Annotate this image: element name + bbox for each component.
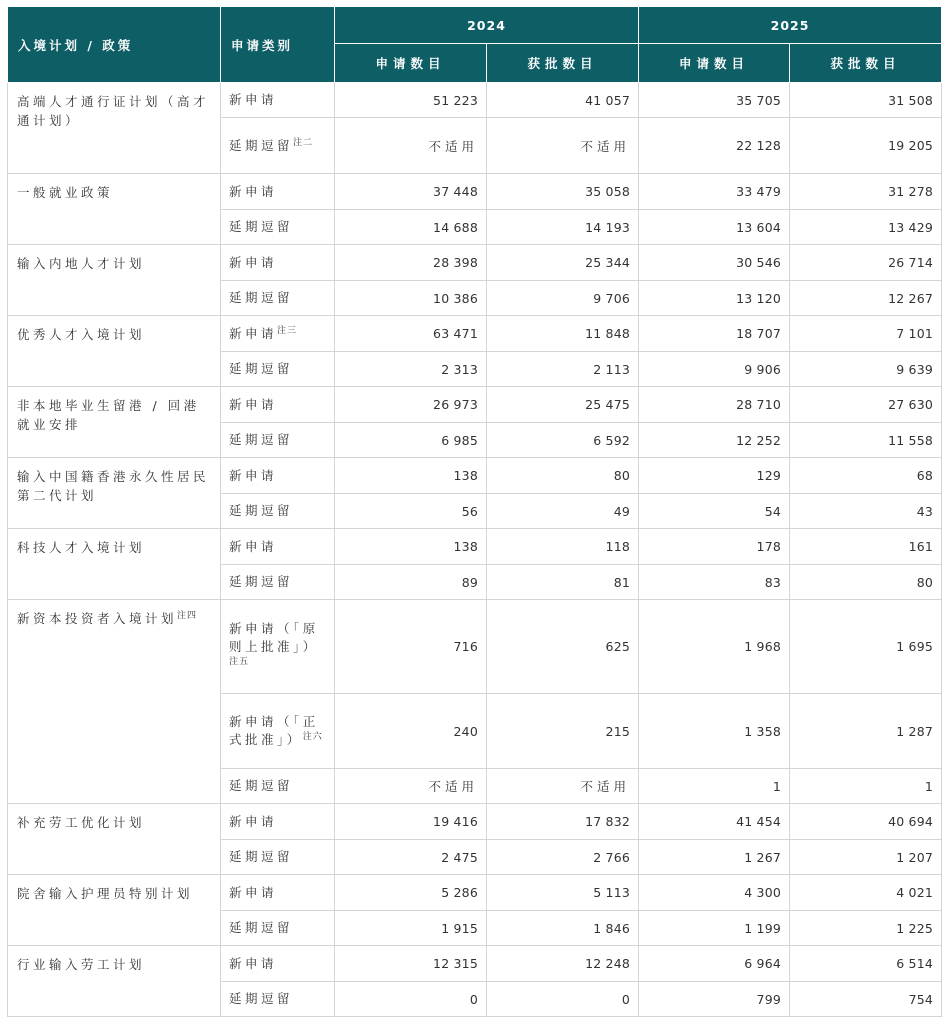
table-row — [8, 83, 942, 118]
approvals-2024-cell: 625 — [487, 600, 639, 694]
applications-2024-cell: 12 315 — [335, 946, 487, 982]
category-label: 新申请（「正式批准」） — [229, 714, 319, 747]
applications-2024-cell: 14 688 — [335, 210, 487, 245]
category-cell — [221, 387, 335, 423]
scheme-name-cell — [8, 83, 221, 174]
applications-2025-cell: 54 — [639, 494, 790, 529]
category-cell — [221, 458, 335, 494]
applications-2024-cell: 5 286 — [335, 875, 487, 911]
approvals-2024-cell: 9 706 — [487, 281, 639, 316]
scheme-name: 输入中国籍香港永久性居民第二代计划 — [17, 469, 210, 503]
applications-2024-cell: 2 313 — [335, 352, 487, 387]
table-header — [8, 7, 942, 83]
category-cell — [221, 210, 335, 245]
approvals-2025-cell: 13 429 — [790, 210, 942, 245]
approvals-header-2024: 获批数目 — [487, 44, 639, 83]
applications-2024-cell: 240 — [335, 694, 487, 769]
approvals-2025-cell: 4 021 — [790, 875, 942, 911]
year-header-2025: 2025 — [639, 7, 942, 44]
approvals-2025-cell: 1 225 — [790, 911, 942, 946]
category-label: 新申请 — [229, 538, 278, 554]
scheme-name: 新资本投资者入境计划 — [17, 611, 178, 626]
category-cell — [221, 804, 335, 840]
applications-2025-cell: 35 705 — [639, 83, 790, 118]
scheme-name-cell — [8, 316, 221, 387]
applications-header-2025: 申请数目 — [639, 44, 790, 83]
applications-2025-cell: 30 546 — [639, 245, 790, 281]
approvals-2025-cell: 43 — [790, 494, 942, 529]
table-row — [8, 316, 942, 352]
scheme-name-cell — [8, 600, 221, 804]
approvals-2024-cell: 118 — [487, 529, 639, 565]
table-row — [8, 387, 942, 423]
applications-2025-cell: 13 120 — [639, 281, 790, 316]
category-label: 延期逗留 — [229, 361, 294, 376]
category-label: 新申请 — [229, 183, 278, 199]
approvals-2025-cell: 9 639 — [790, 352, 942, 387]
applications-2025-cell: 22 128 — [639, 118, 790, 174]
scheme-name-cell — [8, 245, 221, 316]
scheme-name: 一般就业政策 — [17, 185, 114, 200]
scheme-name-cell — [8, 387, 221, 458]
table-body — [8, 83, 942, 1017]
scheme-name-cell — [8, 174, 221, 245]
category-label: 新申请 — [229, 813, 278, 829]
approvals-2025-cell: 27 630 — [790, 387, 942, 423]
category-cell — [221, 840, 335, 875]
table-row — [8, 174, 942, 210]
category-cell — [221, 911, 335, 946]
approvals-2025-cell: 26 714 — [790, 245, 942, 281]
applications-2024-cell: 63 471 — [335, 316, 487, 352]
applications-2024-cell: 26 973 — [335, 387, 487, 423]
category-cell — [221, 982, 335, 1017]
applications-header-2024: 申请数目 — [335, 44, 487, 83]
applications-2025-cell: 13 604 — [639, 210, 790, 245]
category-label: 新申请 — [229, 254, 278, 270]
scheme-name-cell — [8, 529, 221, 600]
category-cell — [221, 423, 335, 458]
approvals-2024-cell: 35 058 — [487, 174, 639, 210]
table-row — [8, 804, 942, 840]
applications-2025-cell: 1 267 — [639, 840, 790, 875]
table-row — [8, 245, 942, 281]
approvals-2024-cell: 11 848 — [487, 316, 639, 352]
table-row — [8, 600, 942, 694]
table-row — [8, 458, 942, 494]
approvals-2025-cell: 12 267 — [790, 281, 942, 316]
applications-2025-cell: 1 — [639, 769, 790, 804]
category-cell — [221, 769, 335, 804]
category-label: 新申请 — [229, 884, 278, 900]
category-label: 新申请 — [229, 955, 278, 971]
footnote-marker: 注四 — [177, 610, 198, 621]
category-label: 延期逗留 — [229, 432, 294, 447]
category-cell — [221, 565, 335, 600]
approvals-2024-cell: 0 — [487, 982, 639, 1017]
category-label: 新申请 — [229, 467, 278, 483]
scheme-name: 补充劳工优化计划 — [17, 815, 146, 830]
approvals-2025-cell: 6 514 — [790, 946, 942, 982]
approvals-2024-cell: 17 832 — [487, 804, 639, 840]
applications-2024-cell: 不适用 — [335, 118, 487, 174]
applications-2025-cell: 1 199 — [639, 911, 790, 946]
approvals-2024-cell: 25 344 — [487, 245, 639, 281]
applications-2025-cell: 83 — [639, 565, 790, 600]
approvals-2025-cell: 1 — [790, 769, 942, 804]
approvals-2024-cell: 5 113 — [487, 875, 639, 911]
category-label: 延期逗留 — [229, 574, 294, 589]
approvals-2025-cell: 1 287 — [790, 694, 942, 769]
applications-2024-cell: 51 223 — [335, 83, 487, 118]
approvals-2025-cell: 754 — [790, 982, 942, 1017]
applications-2025-cell: 799 — [639, 982, 790, 1017]
approvals-2024-cell: 6 592 — [487, 423, 639, 458]
applications-2025-cell: 178 — [639, 529, 790, 565]
applications-2025-cell: 6 964 — [639, 946, 790, 982]
category-label: 延期逗留 — [229, 290, 294, 305]
approvals-2024-cell: 2 113 — [487, 352, 639, 387]
applications-2025-cell: 4 300 — [639, 875, 790, 911]
approvals-2025-cell: 1 207 — [790, 840, 942, 875]
approvals-2025-cell: 80 — [790, 565, 942, 600]
scheme-name: 院舍输入护理员特别计划 — [17, 886, 194, 901]
approvals-header-2025: 获批数目 — [790, 44, 942, 83]
applications-2024-cell: 10 386 — [335, 281, 487, 316]
scheme-name-cell — [8, 875, 221, 946]
scheme-name-cell — [8, 458, 221, 529]
category-cell — [221, 83, 335, 118]
approvals-2024-cell: 12 248 — [487, 946, 639, 982]
approvals-2024-cell: 25 475 — [487, 387, 639, 423]
category-cell — [221, 494, 335, 529]
category-label: 新申请 — [229, 396, 278, 412]
approvals-2025-cell: 40 694 — [790, 804, 942, 840]
approvals-2025-cell: 161 — [790, 529, 942, 565]
approvals-2024-cell: 不适用 — [487, 118, 639, 174]
applications-2024-cell: 138 — [335, 529, 487, 565]
scheme-name: 非本地毕业生留港 / 回港就业安排 — [17, 398, 200, 432]
table-row — [8, 946, 942, 982]
category-cell — [221, 118, 335, 174]
approvals-2024-cell: 41 057 — [487, 83, 639, 118]
scheme-name: 行业输入劳工计划 — [17, 957, 146, 972]
category-cell — [221, 316, 335, 352]
applications-2025-cell: 1 358 — [639, 694, 790, 769]
approvals-2025-cell: 19 205 — [790, 118, 942, 174]
category-cell — [221, 694, 335, 769]
approvals-2024-cell: 1 846 — [487, 911, 639, 946]
applications-2025-cell: 33 479 — [639, 174, 790, 210]
table-row — [8, 875, 942, 911]
category-cell — [221, 600, 335, 694]
scheme-name-cell — [8, 946, 221, 1017]
table-row — [8, 529, 942, 565]
approvals-2025-cell: 7 101 — [790, 316, 942, 352]
applications-2024-cell: 2 475 — [335, 840, 487, 875]
year-header-2024: 2024 — [335, 7, 639, 44]
category-cell — [221, 529, 335, 565]
approvals-2024-cell: 2 766 — [487, 840, 639, 875]
scheme-name-cell — [8, 804, 221, 875]
category-cell — [221, 875, 335, 911]
applications-2024-cell: 1 915 — [335, 911, 487, 946]
scheme-name: 高端人才通行证计划（高才通计划） — [17, 94, 210, 128]
applications-2025-cell: 129 — [639, 458, 790, 494]
applications-2024-cell: 0 — [335, 982, 487, 1017]
scheme-name: 输入内地人才计划 — [17, 256, 146, 271]
applications-2024-cell: 6 985 — [335, 423, 487, 458]
category-label: 新申请 — [229, 325, 278, 341]
applications-2025-cell: 1 968 — [639, 600, 790, 694]
scheme-column-header: 入境计划 / 政策 — [8, 7, 221, 83]
footnote-marker: 注二 — [293, 137, 314, 148]
category-cell — [221, 946, 335, 982]
approvals-2024-cell: 14 193 — [487, 210, 639, 245]
footnote-marker: 注三 — [277, 325, 298, 336]
category-cell — [221, 245, 335, 281]
approvals-2025-cell: 68 — [790, 458, 942, 494]
applications-2024-cell: 不适用 — [335, 769, 487, 804]
scheme-name: 优秀人才入境计划 — [17, 327, 146, 342]
applications-2025-cell: 28 710 — [639, 387, 790, 423]
category-cell — [221, 174, 335, 210]
category-label: 延期逗留 — [229, 778, 294, 793]
category-label: 延期逗留 — [229, 219, 294, 234]
approvals-2025-cell: 1 695 — [790, 600, 942, 694]
approvals-2024-cell: 不适用 — [487, 769, 639, 804]
approvals-2025-cell: 11 558 — [790, 423, 942, 458]
applications-2025-cell: 9 906 — [639, 352, 790, 387]
approvals-2024-cell: 81 — [487, 565, 639, 600]
category-label: 延期逗留 — [229, 920, 294, 935]
applications-2024-cell: 19 416 — [335, 804, 487, 840]
applications-2024-cell: 28 398 — [335, 245, 487, 281]
approvals-2024-cell: 49 — [487, 494, 639, 529]
category-label: 延期逗留 — [229, 849, 294, 864]
approvals-2025-cell: 31 278 — [790, 174, 942, 210]
applications-2025-cell: 12 252 — [639, 423, 790, 458]
approvals-2025-cell: 31 508 — [790, 83, 942, 118]
category-column-header: 申请类别 — [221, 7, 335, 83]
applications-2024-cell: 37 448 — [335, 174, 487, 210]
applications-2024-cell: 138 — [335, 458, 487, 494]
applications-2025-cell: 18 707 — [639, 316, 790, 352]
approvals-2024-cell: 80 — [487, 458, 639, 494]
footnote-marker: 注六 — [302, 731, 323, 742]
category-label: 新申请 — [229, 92, 278, 107]
approvals-2024-cell: 215 — [487, 694, 639, 769]
scheme-name: 科技人才入境计划 — [17, 540, 146, 555]
statistics-table — [7, 6, 942, 1017]
applications-2024-cell: 716 — [335, 600, 487, 694]
applications-2024-cell: 56 — [335, 494, 487, 529]
category-cell — [221, 281, 335, 316]
applications-2024-cell: 89 — [335, 565, 487, 600]
category-label: 延期逗留 — [229, 137, 294, 153]
footnote-marker: 注五 — [229, 656, 250, 667]
category-label: 延期逗留 — [229, 991, 294, 1006]
category-cell — [221, 352, 335, 387]
category-label: 新申请（「原则上批准」） — [229, 620, 319, 654]
applications-2025-cell: 41 454 — [639, 804, 790, 840]
category-label: 延期逗留 — [229, 503, 294, 518]
